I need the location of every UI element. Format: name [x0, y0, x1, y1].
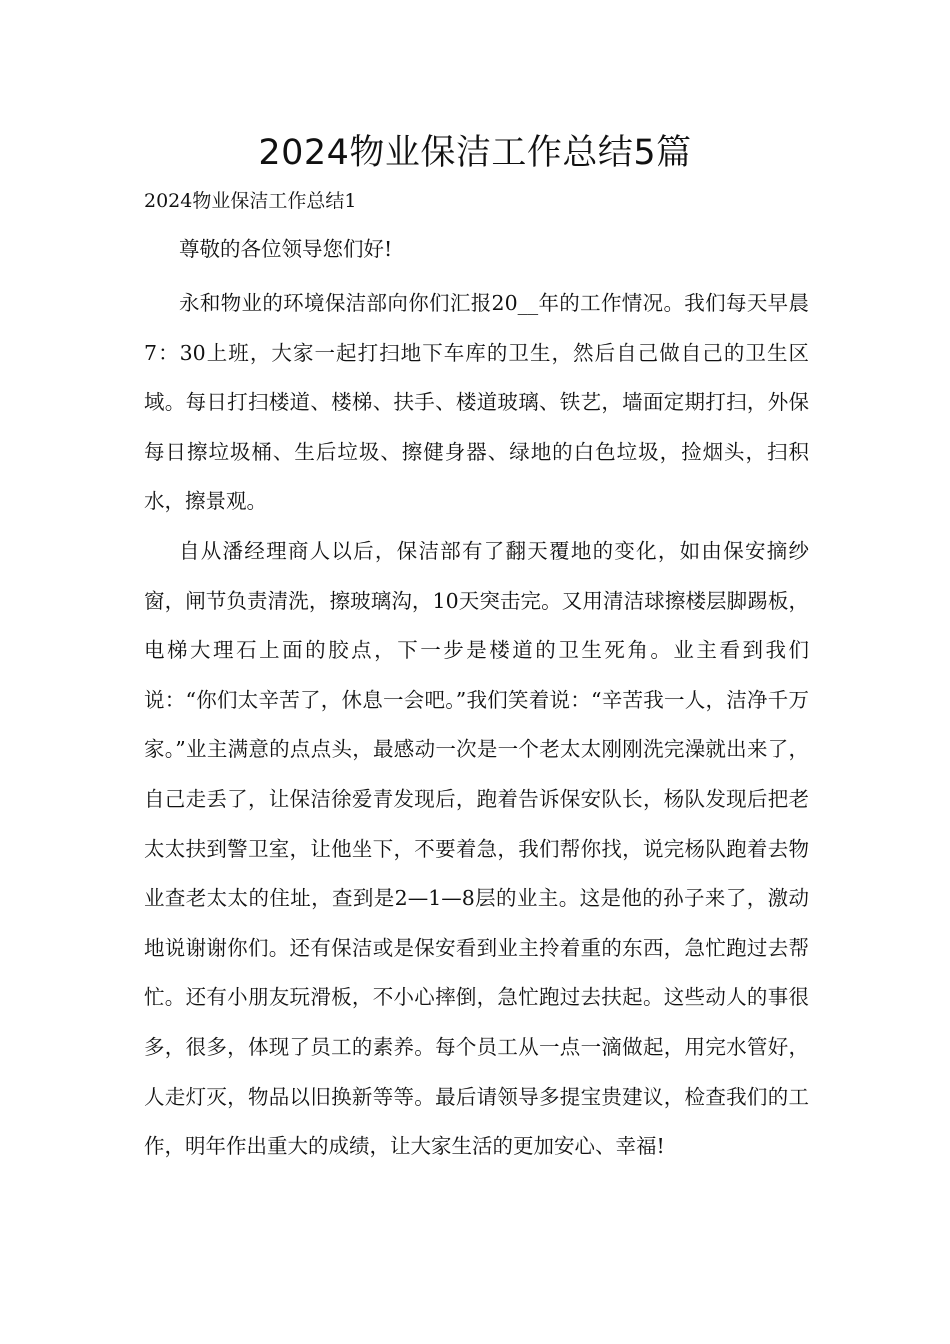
section-heading: 2024物业保洁工作总结1 — [144, 190, 357, 212]
greeting-line: 尊敬的各位领导您们好! — [179, 237, 393, 261]
document-title: 2024物业保洁工作总结5篇 — [258, 133, 692, 173]
body-paragraph-1: 永和物业的环境保洁部向你们汇报20__年的工作情况。我们每天早晨7：30上班，大家一起打扫地下车库的卫生，然后自己做自己的卫生区域。每日打扫楼道、楼梯、扶手、楼道玻璃、铁艺，墙面定期打扫，外保每日擦垃圾桶、生后垃圾、擦健身器、绿地的白色垃圾，捡烟头，扫积水，擦景观。 — [144, 291, 809, 514]
body-paragraph-2: 自从潘经理商人以后，保洁部有了翻天覆地的变化，如由保安摘纱窗，闸节负责清洗，擦玻璃沟，10天突击完。又用清洁球擦楼层脚踢板，电梯大理石上面的胶点，下一步是楼道的卫生死角。业主看到我们说：“你们太辛苦了，休息一会吧。”我们笑着说：“辛苦我一人，洁净千万家。”业主满意的点点头，最感动一次是一个老太太刚刚洗完澡就出来了，自己走丢了，让保洁徐爱青发现后，跑着告诉保安队长，杨队发现后把老太太扶到警卫室，让他坐下，不要着急，我们帮你找，说完杨队跑着去物业查老太太的住址，查到是2—1—8层的业主。这是他的孙子来了，激动地说谢谢你们。还有保洁或是保安看到业主拎着重的东西，急忙跑过去帮忙。还有小朋友玩滑板，不小心摔倒，急忙跑过去扶起。这些动人的事很多，很多，体现了员工的素养。每个员工从一点一滴做起，用完水管好，人走灯灭，物品以旧换新等等。最后请领导多提宝贵建议，检查我们的工作，明年作出重大的成绩，让大家生活的更加安心、幸福! — [144, 539, 809, 1159]
